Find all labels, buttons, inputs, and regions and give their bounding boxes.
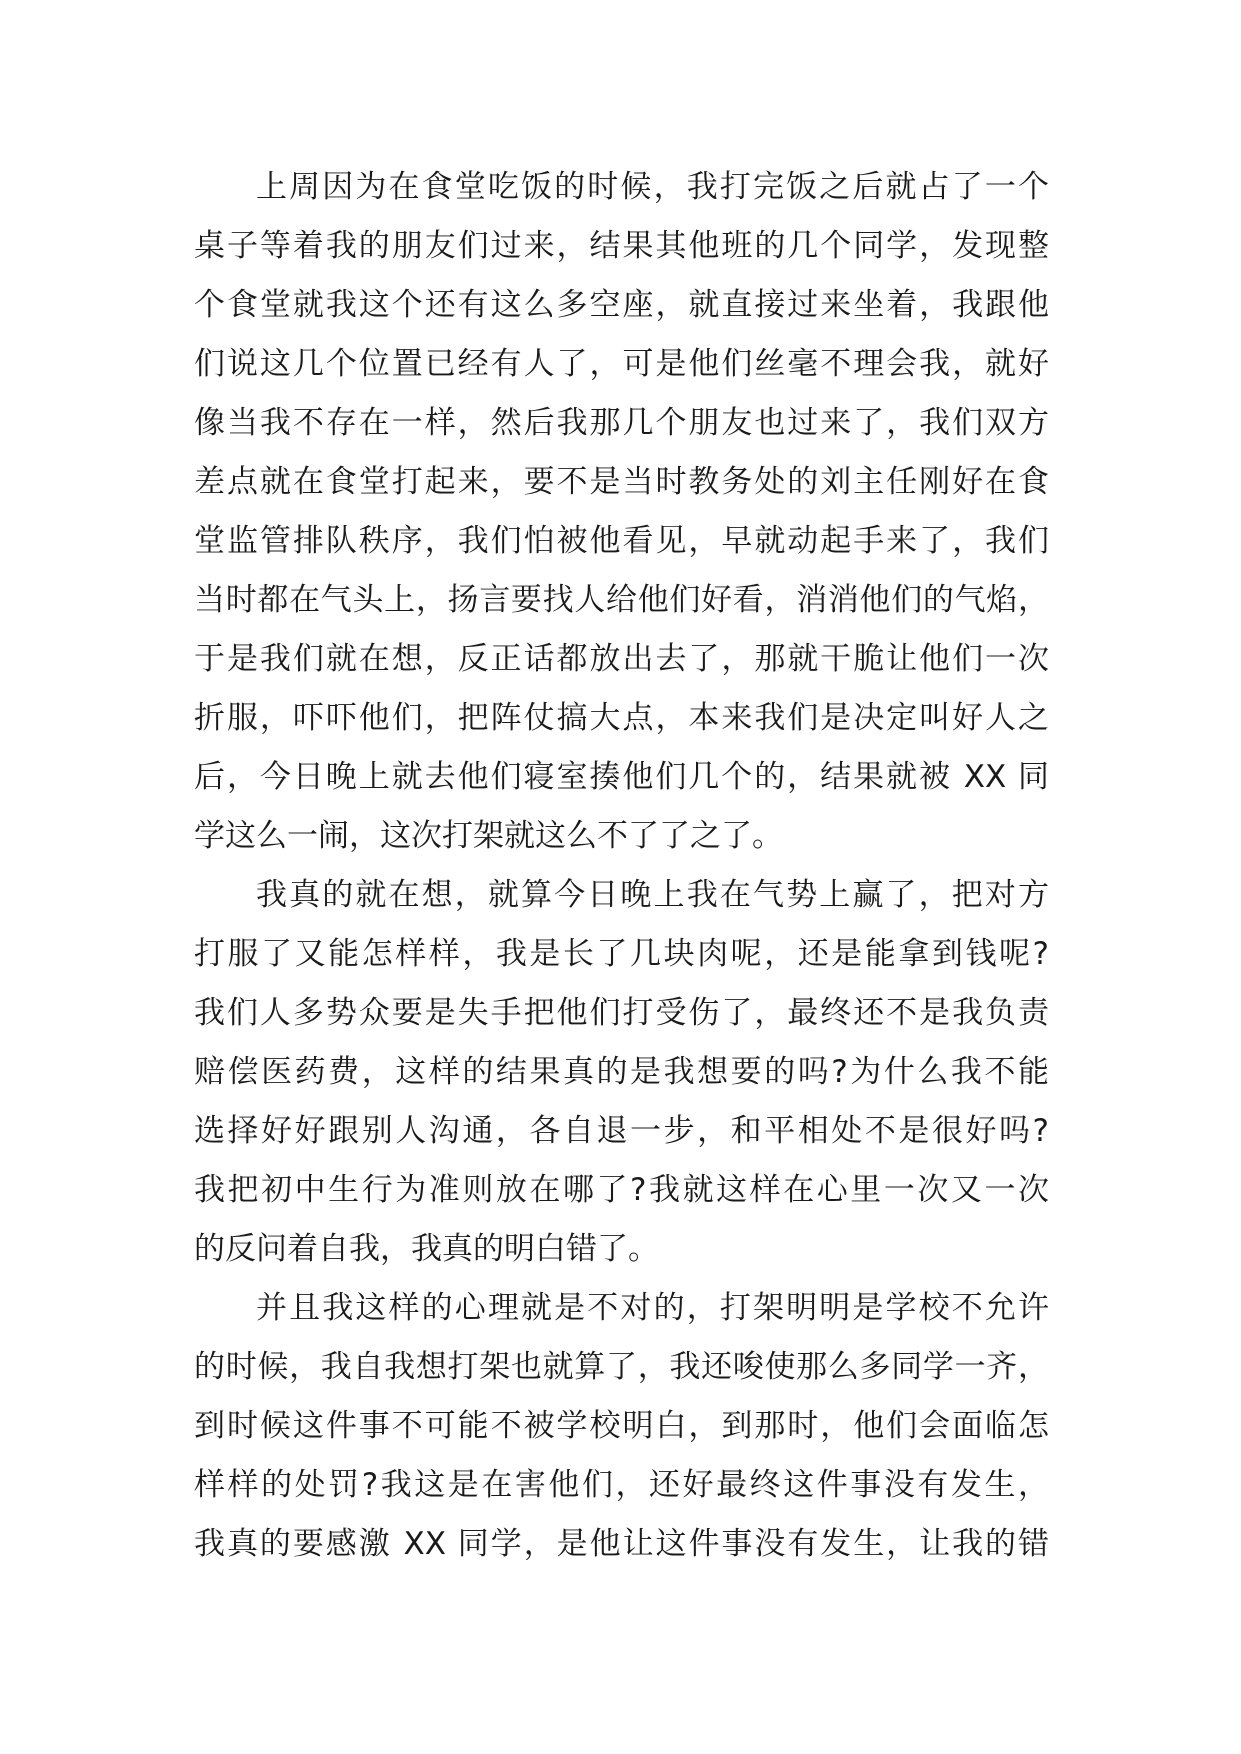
paragraph-2 (194, 866, 1049, 1279)
text-line: 个食堂就我这个还有这么多空座，就直接过来坐着，我跟他 (194, 287, 1049, 323)
text-line: 打服了又能怎样样，我是长了几块肉呢，还是能拿到钱呢? (194, 936, 1049, 972)
text-line: 当时都在气头上，扬言要找人给他们好看，消消他们的气焰， (194, 582, 1049, 618)
text-line: 差点就在食堂打起来，要不是当时教务处的刘主任刚好在食 (194, 464, 1049, 500)
text-line: 我把初中生行为准则放在哪了?我就这样在心里一次又一次 (194, 1172, 1049, 1208)
text-line: 的反问着自我，我真的明白错了。 (194, 1231, 659, 1267)
text-line: 后，今日晚上就去他们寝室揍他们几个的，结果就被 XX 同 (194, 759, 1049, 795)
text-line: 像当我不存在一样，然后我那几个朋友也过来了，我们双方 (194, 405, 1049, 441)
paragraph-1 (194, 158, 1049, 866)
document-body (194, 158, 1049, 1574)
text-line: 上周因为在食堂吃饭的时候，我打完饭之后就占了一个 (256, 169, 1049, 205)
text-line: 我真的就在想，就算今日晚上我在气势上赢了，把对方 (256, 877, 1049, 913)
text-line: 于是我们就在想，反正话都放出去了，那就干脆让他们一次 (194, 641, 1049, 677)
text-line: 我真的要感激 XX 同学，是他让这件事没有发生，让我的错 (194, 1526, 1049, 1562)
text-line: 样样的处罚?我这是在害他们，还好最终这件事没有发生， (194, 1467, 1049, 1503)
text-line: 们说这几个位置已经有人了，可是他们丝毫不理会我，就好 (194, 346, 1049, 382)
paragraph-3 (194, 1279, 1049, 1574)
text-line: 堂监管排队秩序，我们怕被他看见，早就动起手来了，我们 (194, 523, 1049, 559)
text-line: 到时候这件事不可能不被学校明白，到那时，他们会面临怎 (194, 1408, 1049, 1444)
text-line: 我们人多势众要是失手把他们打受伤了，最终还不是我负责 (194, 995, 1049, 1031)
text-line: 折服，吓吓他们，把阵仗搞大点，本来我们是决定叫好人之 (194, 700, 1049, 736)
text-line: 学这么一闹，这次打架就这么不了了之了。 (194, 818, 783, 854)
text-line: 的时候，我自我想打架也就算了，我还唆使那么多同学一齐， (194, 1349, 1049, 1385)
text-line: 并且我这样的心理就是不对的，打架明明是学校不允许 (256, 1290, 1049, 1326)
text-line: 桌子等着我的朋友们过来，结果其他班的几个同学，发现整 (194, 228, 1049, 264)
text-line: 赔偿医药费，这样的结果真的是我想要的吗?为什么我不能 (194, 1054, 1049, 1090)
text-line: 选择好好跟别人沟通，各自退一步，和平相处不是很好吗? (194, 1113, 1049, 1149)
